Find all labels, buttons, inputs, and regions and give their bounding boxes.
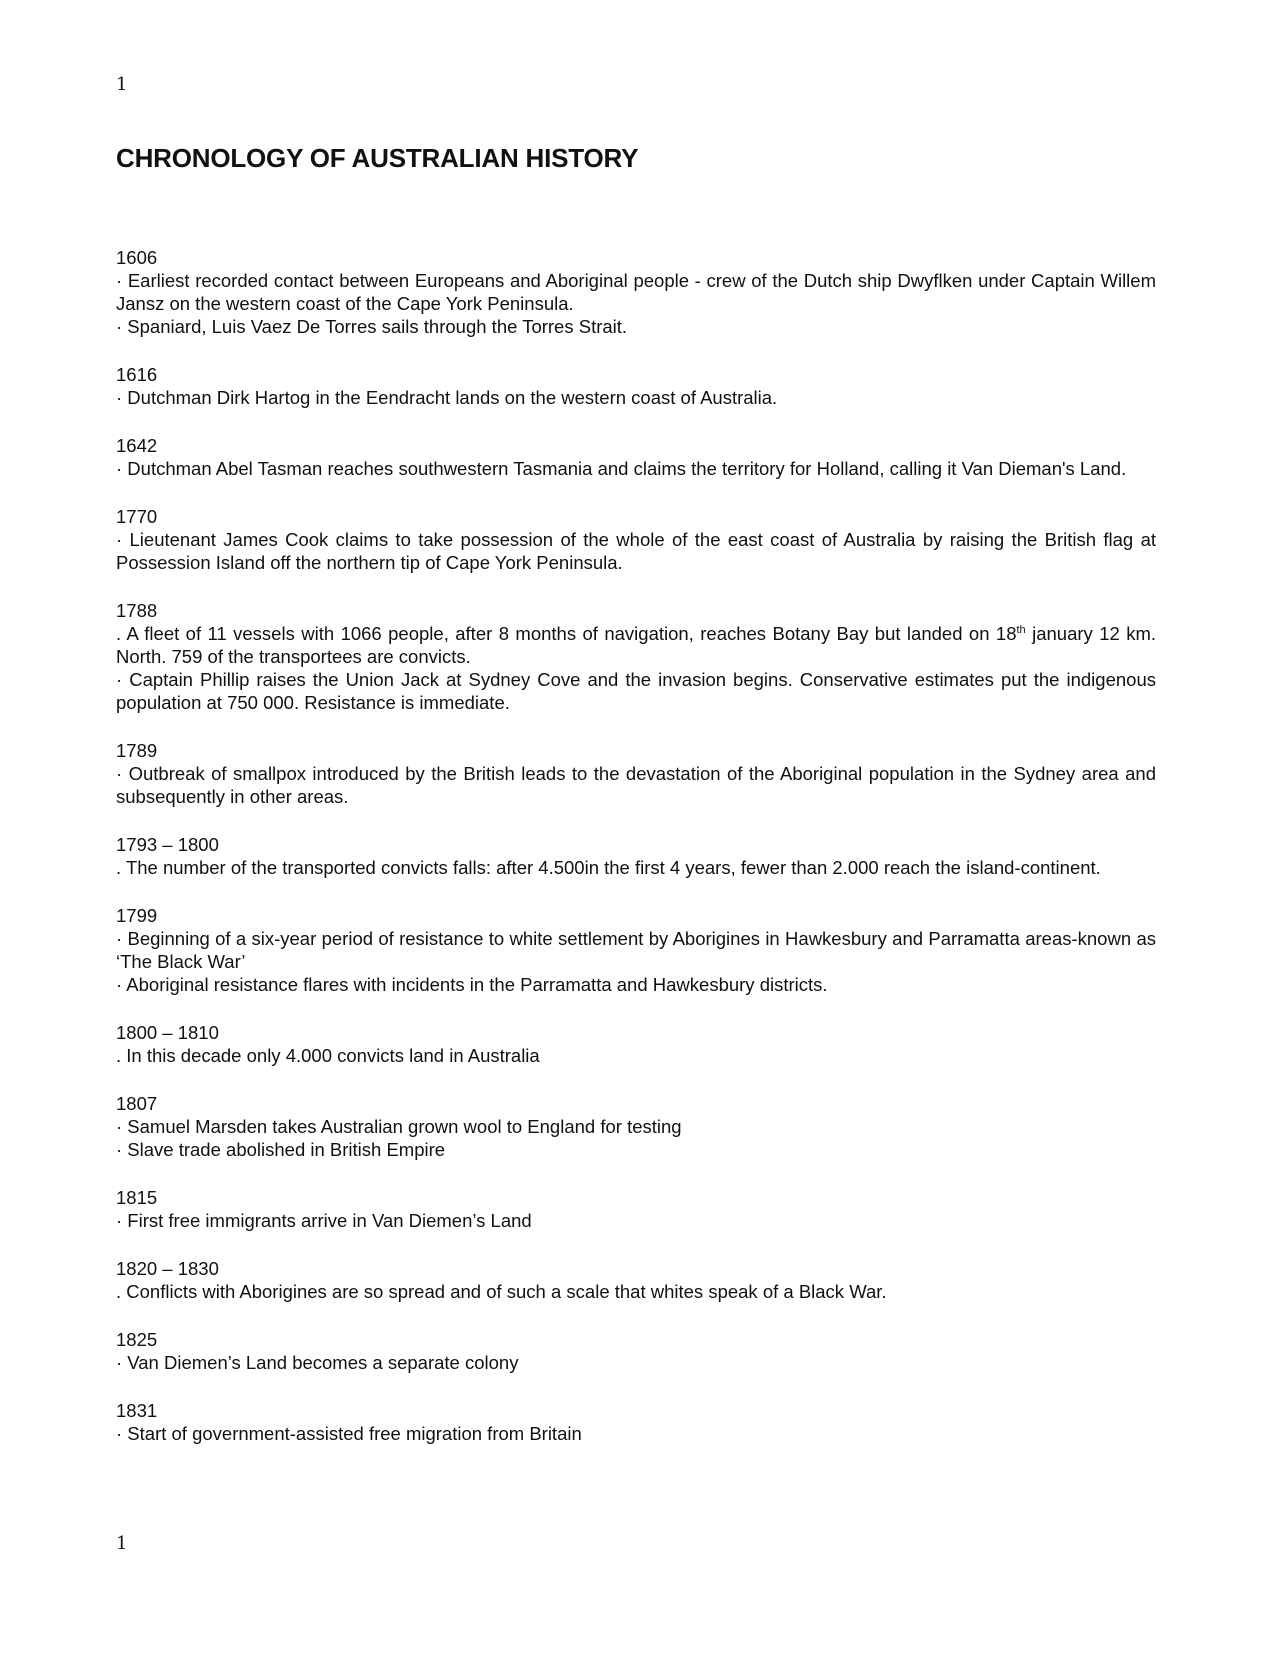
entry-year: 1770 [116, 506, 158, 527]
page-number-bottom: 1 [116, 1533, 128, 1554]
entry-line: · Earliest recorded contact between Europeans and Aboriginal people - crew of the Dutch ship Dwyflken under Captain Willem Jansz on the western coast of the Cape York Peninsula. [116, 270, 1156, 314]
entry-line: · Captain Phillip raises the Union Jack at Sydney Cove and the invasion begins. Conservative estimates put the indigenous population at 750 000. Resistance is immediate. [116, 669, 1156, 713]
chronology-entry [116, 246, 1156, 338]
chronology-entry [116, 434, 1156, 480]
chronology-entry [116, 1328, 1156, 1374]
entry-line: · Slave trade abolished in British Empire [116, 1139, 446, 1160]
entry-line: · Lieutenant James Cook claims to take possession of the whole of the east coast of Australia by raising the British flag at Possession Island off the northern tip of Cape York Peninsula. [116, 529, 1156, 573]
entry-line: · Spaniard, Luis Vaez De Torres sails through the Torres Strait. [116, 316, 628, 337]
chronology-entry [116, 1092, 1156, 1161]
entry-line: · Beginning of a six-year period of resistance to white settlement by Aborigines in Hawkesbury and Parramatta areas-known as ‘The Black War’ [116, 928, 1156, 972]
entry-year: 1788 [116, 600, 158, 621]
entry-year: 1831 [116, 1400, 158, 1421]
entry-line [116, 622, 1156, 668]
chronology-entry [116, 363, 1156, 409]
entry-line: . The number of the transported convicts falls: after 4.500in the first 4 years, fewer than 2.000 reach the island-continent. [116, 857, 1101, 878]
entry-line: · Dutchman Abel Tasman reaches southwestern Tasmania and claims the territory for Holland, calling it Van Dieman's Land. [116, 458, 1127, 479]
entry-year: 1642 [116, 435, 158, 456]
entry-line: · Van Diemen’s Land becomes a separate colony [116, 1352, 519, 1373]
chronology-entry [116, 1021, 1156, 1067]
entry-year: 1793 – 1800 [116, 834, 219, 855]
entry-line: · Dutchman Dirk Hartog in the Eendracht lands on the western coast of Australia. [116, 387, 778, 408]
chronology-entry [116, 1399, 1156, 1445]
entry-year: 1606 [116, 247, 158, 268]
ordinal-superscript: th [1016, 623, 1026, 636]
entry-line: · First free immigrants arrive in Van Diemen’s Land [116, 1210, 532, 1231]
entry-line: · Samuel Marsden takes Australian grown wool to England for testing [116, 1116, 682, 1137]
entry-line-text: january 12 km. North. 759 of the transportees are convicts. [116, 623, 1157, 667]
chronology-entry [116, 833, 1156, 879]
page-number-top: 1 [116, 74, 128, 95]
entry-year: 1789 [116, 740, 158, 761]
entry-year: 1799 [116, 905, 158, 926]
entry-year: 1825 [116, 1329, 158, 1350]
entry-line: · Start of government-assisted free migration from Britain [116, 1423, 582, 1444]
entry-year: 1800 – 1810 [116, 1022, 219, 1043]
entry-year: 1807 [116, 1093, 158, 1114]
entry-line: . Conflicts with Aborigines are so spread and of such a scale that whites speak of a Black War. [116, 1281, 887, 1302]
entry-line: · Aboriginal resistance flares with incidents in the Parramatta and Hawkesbury districts. [116, 974, 828, 995]
chronology-entry [116, 505, 1156, 574]
entry-year: 1616 [116, 364, 158, 385]
entry-year: 1820 – 1830 [116, 1258, 219, 1279]
entry-year: 1815 [116, 1187, 158, 1208]
chronology-entry [116, 1186, 1156, 1232]
chronology-entry [116, 904, 1156, 996]
chronology-entry [116, 599, 1156, 714]
entry-line: . In this decade only 4.000 convicts land in Australia [116, 1045, 540, 1066]
entry-line: · Outbreak of smallpox introduced by the British leads to the devastation of the Aboriginal population in the Sydney area and subsequently in other areas. [116, 763, 1156, 807]
chronology-entry [116, 1257, 1156, 1303]
document-title: CHRONOLOGY OF AUSTRALIAN HISTORY [116, 143, 639, 173]
chronology-entry [116, 739, 1156, 808]
chronology-list [116, 246, 1156, 1470]
entry-line-text: . A fleet of 11 vessels with 1066 people, after 8 months of navigation, reaches Botany Bay but landed on 18 [116, 623, 1017, 644]
